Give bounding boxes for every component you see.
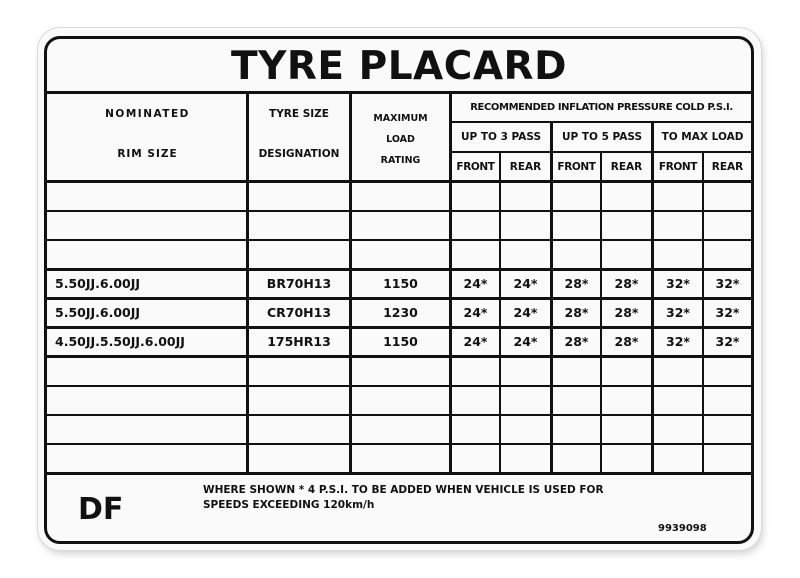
header-load-line2: LOAD: [386, 134, 415, 145]
table-bottom-rule: [47, 472, 751, 475]
pressure-cell: 24*: [463, 334, 488, 349]
header-front: FRONT: [557, 161, 596, 173]
header-load-line3: RATING: [380, 155, 421, 166]
footnote: [203, 483, 604, 513]
row-rule: [47, 297, 751, 300]
tyre-size-cell: BR70H13: [266, 276, 332, 291]
row-rule: [47, 443, 751, 445]
header-bottom-rule: [47, 180, 751, 183]
pressure-cell: 32*: [666, 334, 690, 349]
header-rear: REAR: [509, 161, 542, 173]
pressure-cell: 28*: [614, 276, 639, 291]
pressure-cell: 32*: [666, 276, 690, 291]
pressure-cell: 32*: [715, 305, 740, 320]
footnote-line1: WHERE SHOWN * 4 P.S.I. TO BE ADDED WHEN VEHICLE IS USED FOR: [203, 484, 604, 496]
header-load-rating: [352, 108, 449, 171]
tyre-size-cell: CR70H13: [266, 305, 332, 320]
row-rule: [47, 326, 751, 329]
row-rule: [47, 268, 751, 271]
tyre-size-cell: 175HR13: [267, 334, 331, 349]
row-rule: [47, 355, 751, 358]
header-to-max-load: TO MAX LOAD: [661, 131, 744, 143]
rim-size-cell: 5.50JJ.6.00JJ: [55, 276, 141, 291]
pressure-cell: 24*: [463, 276, 488, 291]
header-top-rule: [47, 91, 751, 94]
column-rule: [550, 122, 553, 474]
row-rule: [47, 210, 751, 212]
pressure-cell: 32*: [715, 276, 740, 291]
header-tyre-line1: TYRE SIZE: [269, 108, 329, 120]
header-up-to-3-pass: UP TO 3 PASS: [460, 131, 542, 143]
rim-size-cell: 5.50JJ.6.00JJ: [55, 305, 141, 320]
load-rating-cell: 1150: [383, 276, 418, 291]
pressure-cell: 24*: [513, 276, 538, 291]
header-pressure: RECOMMENDED INFLATION PRESSURE COLD P.S.I.: [470, 102, 733, 113]
pressure-cell: 28*: [614, 334, 639, 349]
header-tyre-line2: DESIGNATION: [258, 148, 340, 160]
pressure-cell: 32*: [666, 305, 690, 320]
column-rule: [651, 122, 654, 474]
header-rear: REAR: [610, 161, 643, 173]
header-rim-line2: RIM SIZE: [117, 148, 178, 160]
pressure-cell: 28*: [564, 276, 589, 291]
header-rear: REAR: [711, 161, 744, 173]
pressure-cell: 24*: [463, 305, 488, 320]
header-front: FRONT: [658, 161, 698, 173]
pressure-cell: 24*: [513, 334, 538, 349]
part-number: 9939098: [658, 523, 707, 534]
row-rule: [47, 414, 751, 416]
row-rule: [47, 239, 751, 241]
header-front: FRONT: [456, 161, 495, 173]
footnote-line2: SPEEDS EXCEEDING 120km/h: [203, 499, 375, 511]
pressure-title-rule: [451, 121, 751, 123]
pressure-cell: 24*: [513, 305, 538, 320]
header-tyre-size: [249, 108, 349, 161]
pressure-cell: 28*: [564, 305, 589, 320]
placard-title: TYRE PLACARD: [231, 44, 567, 89]
pressure-cell: 32*: [715, 334, 740, 349]
header-up-to-5-pass: UP TO 5 PASS: [561, 131, 643, 143]
load-rating-cell: 1150: [383, 334, 418, 349]
load-rating-cell: 1230: [383, 305, 418, 320]
header-load-line1: MAXIMUM: [373, 113, 428, 124]
pressure-cell: 28*: [564, 334, 589, 349]
header-rim-size: [49, 108, 246, 161]
placard-code: DF: [78, 492, 124, 527]
rim-size-cell: 4.50JJ.5.50JJ.6.00JJ: [55, 334, 185, 349]
pressure-cell: 28*: [614, 305, 639, 320]
header-rim-line1: NOMINATED: [105, 108, 190, 120]
row-rule: [47, 385, 751, 387]
